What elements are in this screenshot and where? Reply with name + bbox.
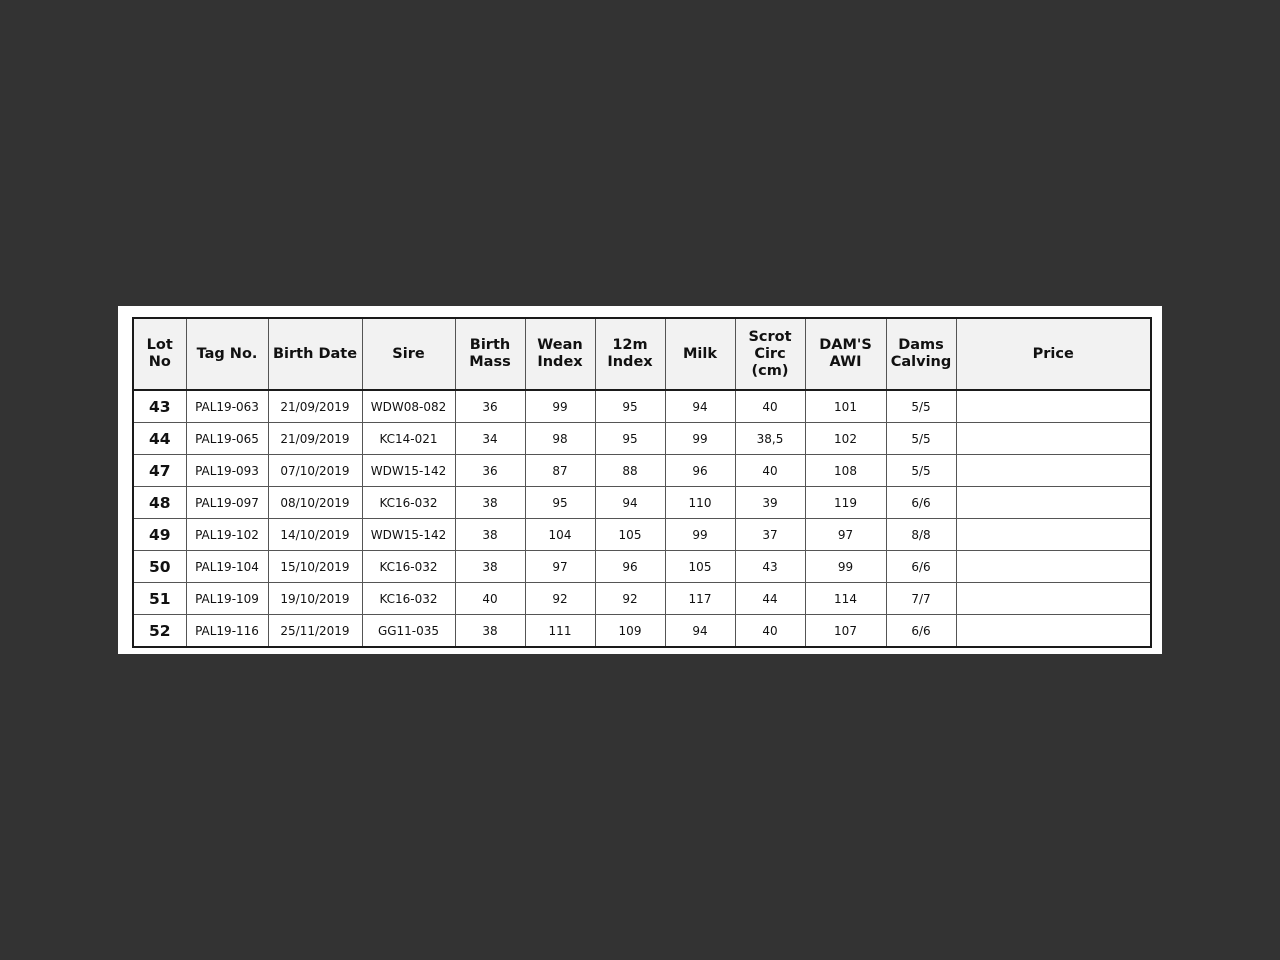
- price-cell: [956, 615, 1151, 648]
- table-header-row: [133, 318, 1151, 390]
- lot-table: [132, 317, 1152, 648]
- milk-cell: 94: [665, 615, 735, 648]
- dams-calving-cell: 5/5: [886, 390, 956, 423]
- scrot-circ-cell: 38,5: [735, 423, 805, 455]
- dams-awi-cell: 99: [805, 551, 886, 583]
- price-cell: [956, 455, 1151, 487]
- sire-cell: KC14-021: [362, 423, 455, 455]
- price-cell: [956, 423, 1151, 455]
- scrot-circ-cell: 43: [735, 551, 805, 583]
- wean-index-cell: 98: [525, 423, 595, 455]
- dams-calving-cell: 6/6: [886, 487, 956, 519]
- tag-no-cell: PAL19-065: [186, 423, 268, 455]
- 12m-index-header: 12m Index: [595, 318, 665, 390]
- wean-index-header: Wean Index: [525, 318, 595, 390]
- scrot-circ-header: Scrot Circ (cm): [735, 318, 805, 390]
- tag-no-cell: PAL19-097: [186, 487, 268, 519]
- scrot-circ-cell: 39: [735, 487, 805, 519]
- sire-cell: WDW08-082: [362, 390, 455, 423]
- dams-awi-cell: 119: [805, 487, 886, 519]
- birth-mass-cell: 38: [455, 551, 525, 583]
- dams-awi-cell: 97: [805, 519, 886, 551]
- table-row: [133, 615, 1151, 648]
- tag-no-cell: PAL19-102: [186, 519, 268, 551]
- tag-no-cell: PAL19-104: [186, 551, 268, 583]
- wean-index-cell: 99: [525, 390, 595, 423]
- dams-calving-cell: 6/6: [886, 551, 956, 583]
- table-row: [133, 583, 1151, 615]
- 12m-index-cell: 96: [595, 551, 665, 583]
- document-page: [118, 306, 1162, 654]
- wean-index-cell: 92: [525, 583, 595, 615]
- table-row: [133, 487, 1151, 519]
- birth-date-cell: 19/10/2019: [268, 583, 362, 615]
- birth-date-cell: 14/10/2019: [268, 519, 362, 551]
- birth-mass-cell: 38: [455, 615, 525, 648]
- sire-header: Sire: [362, 318, 455, 390]
- milk-cell: 99: [665, 519, 735, 551]
- wean-index-cell: 111: [525, 615, 595, 648]
- birth-date-cell: 08/10/2019: [268, 487, 362, 519]
- dams-awi-cell: 114: [805, 583, 886, 615]
- milk-cell: 110: [665, 487, 735, 519]
- lot-no-header: Lot No: [133, 318, 186, 390]
- lot-no-cell: 50: [133, 551, 186, 583]
- birth-date-cell: 25/11/2019: [268, 615, 362, 648]
- dams-awi-cell: 108: [805, 455, 886, 487]
- wean-index-cell: 97: [525, 551, 595, 583]
- 12m-index-cell: 94: [595, 487, 665, 519]
- tag-no-cell: PAL19-063: [186, 390, 268, 423]
- dams-awi-cell: 101: [805, 390, 886, 423]
- lot-no-cell: 49: [133, 519, 186, 551]
- table-body: [133, 390, 1151, 647]
- wean-index-cell: 95: [525, 487, 595, 519]
- lot-no-cell: 52: [133, 615, 186, 648]
- dams-awi-header: DAM'S AWI: [805, 318, 886, 390]
- dams-calving-cell: 6/6: [886, 615, 956, 648]
- 12m-index-cell: 95: [595, 390, 665, 423]
- price-cell: [956, 519, 1151, 551]
- dams-awi-cell: 107: [805, 615, 886, 648]
- tag-no-cell: PAL19-093: [186, 455, 268, 487]
- scrot-circ-cell: 40: [735, 615, 805, 648]
- sire-cell: GG11-035: [362, 615, 455, 648]
- milk-cell: 99: [665, 423, 735, 455]
- sire-cell: KC16-032: [362, 583, 455, 615]
- price-cell: [956, 583, 1151, 615]
- birth-mass-cell: 38: [455, 487, 525, 519]
- tag-no-header: Tag No.: [186, 318, 268, 390]
- sire-cell: WDW15-142: [362, 519, 455, 551]
- birth-date-header: Birth Date: [268, 318, 362, 390]
- scrot-circ-cell: 37: [735, 519, 805, 551]
- table-row: [133, 390, 1151, 423]
- scrot-circ-cell: 44: [735, 583, 805, 615]
- table-row: [133, 455, 1151, 487]
- dams-calving-cell: 5/5: [886, 423, 956, 455]
- milk-cell: 96: [665, 455, 735, 487]
- tag-no-cell: PAL19-109: [186, 583, 268, 615]
- wean-index-cell: 104: [525, 519, 595, 551]
- lot-no-cell: 48: [133, 487, 186, 519]
- price-header: Price: [956, 318, 1151, 390]
- milk-header: Milk: [665, 318, 735, 390]
- birth-mass-header: Birth Mass: [455, 318, 525, 390]
- price-cell: [956, 487, 1151, 519]
- dams-calving-cell: 5/5: [886, 455, 956, 487]
- birth-mass-cell: 36: [455, 390, 525, 423]
- dams-calving-cell: 8/8: [886, 519, 956, 551]
- tag-no-cell: PAL19-116: [186, 615, 268, 648]
- birth-date-cell: 07/10/2019: [268, 455, 362, 487]
- 12m-index-cell: 109: [595, 615, 665, 648]
- 12m-index-cell: 92: [595, 583, 665, 615]
- dams-calving-header: Dams Calving: [886, 318, 956, 390]
- lot-no-cell: 44: [133, 423, 186, 455]
- table-row: [133, 423, 1151, 455]
- birth-date-cell: 21/09/2019: [268, 390, 362, 423]
- sire-cell: WDW15-142: [362, 455, 455, 487]
- lot-no-cell: 51: [133, 583, 186, 615]
- scrot-circ-cell: 40: [735, 390, 805, 423]
- price-cell: [956, 551, 1151, 583]
- lot-no-cell: 47: [133, 455, 186, 487]
- birth-date-cell: 21/09/2019: [268, 423, 362, 455]
- wean-index-cell: 87: [525, 455, 595, 487]
- lot-no-cell: 43: [133, 390, 186, 423]
- sire-cell: KC16-032: [362, 487, 455, 519]
- scrot-circ-cell: 40: [735, 455, 805, 487]
- 12m-index-cell: 95: [595, 423, 665, 455]
- milk-cell: 105: [665, 551, 735, 583]
- milk-cell: 94: [665, 390, 735, 423]
- dams-calving-cell: 7/7: [886, 583, 956, 615]
- 12m-index-cell: 88: [595, 455, 665, 487]
- dams-awi-cell: 102: [805, 423, 886, 455]
- birth-mass-cell: 36: [455, 455, 525, 487]
- table-row: [133, 551, 1151, 583]
- 12m-index-cell: 105: [595, 519, 665, 551]
- table-row: [133, 519, 1151, 551]
- birth-mass-cell: 38: [455, 519, 525, 551]
- price-cell: [956, 390, 1151, 423]
- birth-mass-cell: 40: [455, 583, 525, 615]
- milk-cell: 117: [665, 583, 735, 615]
- birth-mass-cell: 34: [455, 423, 525, 455]
- birth-date-cell: 15/10/2019: [268, 551, 362, 583]
- sire-cell: KC16-032: [362, 551, 455, 583]
